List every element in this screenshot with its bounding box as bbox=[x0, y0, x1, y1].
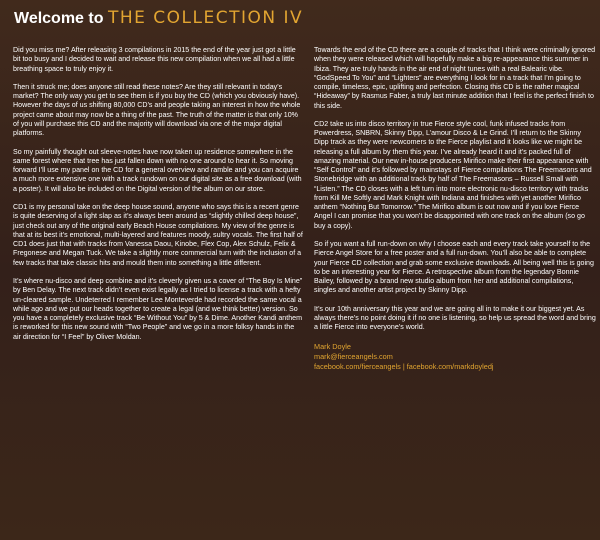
paragraph: CD1 is my personal take on the deep house sound, anyone who says this is a recent genre is quite deserving of a light slap as it’s always been around as “slightly chilled deep house”, just check out any of the original early Beach House compilations. My view of the genre is that at its best it’s emotional, multi-layered and features moody, sultry vocals. The first half of CD1 does just that with tracks from Vanessa Daou, Kinobe, Flex Cop, Alex Schulz, Felix & Fregonese and Megan Tuck. We take a slightly more commercial turn with the inclusion of a few tracks that take classic hits and mould them into something a little different. bbox=[13, 203, 303, 267]
paragraph: Then it struck me; does anyone still read these notes? Are they still relevant in today’s market? The only way you get to see them is if you buy the CD (which you obviously have). However the days of us shifting 80,000 CD’s and people taking an interest in how the whole project came about may now be a thing of the past. The truth of the matter is that only 10% of you will purchase this CD and the majority will download via one of the major digital platforms. bbox=[13, 82, 301, 138]
signature-links[interactable]: facebook.com/fierceangels | facebook.com/markdoyledj bbox=[314, 362, 494, 372]
page-title bbox=[14, 8, 303, 28]
signature-email[interactable]: mark@fierceangels.com bbox=[314, 351, 393, 361]
paragraph: So if you want a full run-down on why I choose each and every track take yourself to the Fierce Angel Store for a free poster and a full run-down. You’ll also be able to complete your Fierce CD collection and grab some exclusive downloads. All being well this is going to be an interesting year for Fierce. A retrospective album from the legendary Bonnie Bailey, followed by a brand new studio album from her and additional compilations, singles and another artist project by Skinny Dipp. bbox=[314, 240, 594, 295]
right-column bbox=[314, 46, 596, 372]
left-column bbox=[13, 46, 303, 351]
paragraph: It’s our 10th anniversary this year and we are going all in to make it our biggest yet. As always there’s no point doing it if no one is listening, so help us spread the word and bring a little Fierce into everyone’s world. bbox=[314, 304, 596, 332]
paragraph: Did you miss me? After releasing 3 compilations in 2015 the end of the year just got a little bit too busy and I decided to wait and release this new compilation when we all had a little breathing space to truly enjoy it. bbox=[13, 46, 296, 73]
paragraph: So my painfully thought out sleeve-notes have now taken up residence somewhere in the same forest where that tree has just fallen down with no one around to hear it. So moving forward I’ll use my panel on the CD for a general overview and ramble and you can acquire a much more extensive one with a track rundown on our digital site as a free download (with a poster). It will also be included on the Digital version of the album on our store. bbox=[13, 147, 302, 193]
paragraph: It’s where nu-disco and deep combine and it’s cleverly given us a cover of “The Boy Is Mine” by Ben Delay. The next track didn’t even exist legally as I tried to license a track with a hefty un-cleared sample. Undeterred I remember Lee Monteverde had recorded the same vocal a while ago and we put our heads together to create a legal (and we think better) version. So you have a completely exclusive track “Be Without You” by 5 & Dime. Another Kandi anthem is reworked for this new sound with “Two People” and we go in a more folksy hands in the air direction for “I Feel” by Oliver Moldan. bbox=[13, 277, 303, 341]
signature-name: Mark Doyle bbox=[314, 341, 351, 351]
title-prefix: Welcome to bbox=[14, 10, 104, 27]
paragraph: CD2 take us into disco territory in true Fierce style cool, funk infused tracks from Powerdress, SNBRN, Skinny Dipp, L’amour Disco & Le Grind. I’ll return to the Skinny Dipp track as they were newcomers to the Fierce playlist and it looks like we might be releasing a full album by them this year. I’ve already heard it and it’s packed full of amazing material. Our new in-house producers Mirifico make their first appearance with “Self Control” and it’s followed by mainstays of Fierce compilations The Freemasons and Stonebridge with an additional track by half of The Freemasons – Russell Small with “Listen.” The CD closes with a left turn into more electronic nu-disco territory with tracks from Kill Me Softly and Mark Knight with Indiana and finishes with yet another Mirifico anthem “Nothing But Tomorrow.” The Mirifico album is out now and if you love Fierce Angel I can promise that you won’t be disappointed with one track on the album (so go buy a copy). bbox=[314, 119, 592, 230]
title-brand: THE COLLECTION IV bbox=[107, 8, 304, 28]
signature bbox=[314, 342, 596, 373]
paragraph: Towards the end of the CD there are a couple of tracks that I think were criminally ignored when they were released which will hopefully make a big re-appearance this summer in Ibiza. They are truly hands in the air end of night tunes with a real Balearic vibe. “GodSpeed To You” and “Lighters” are everything I look for in a track that I’m going to compile, timeless, epic, uplifting and perfection. Closing this CD is the rather magical “Hideaway” by Rasmus Faber, a truly last minute addition that I feel is the perfect finish to this side. bbox=[314, 46, 596, 110]
